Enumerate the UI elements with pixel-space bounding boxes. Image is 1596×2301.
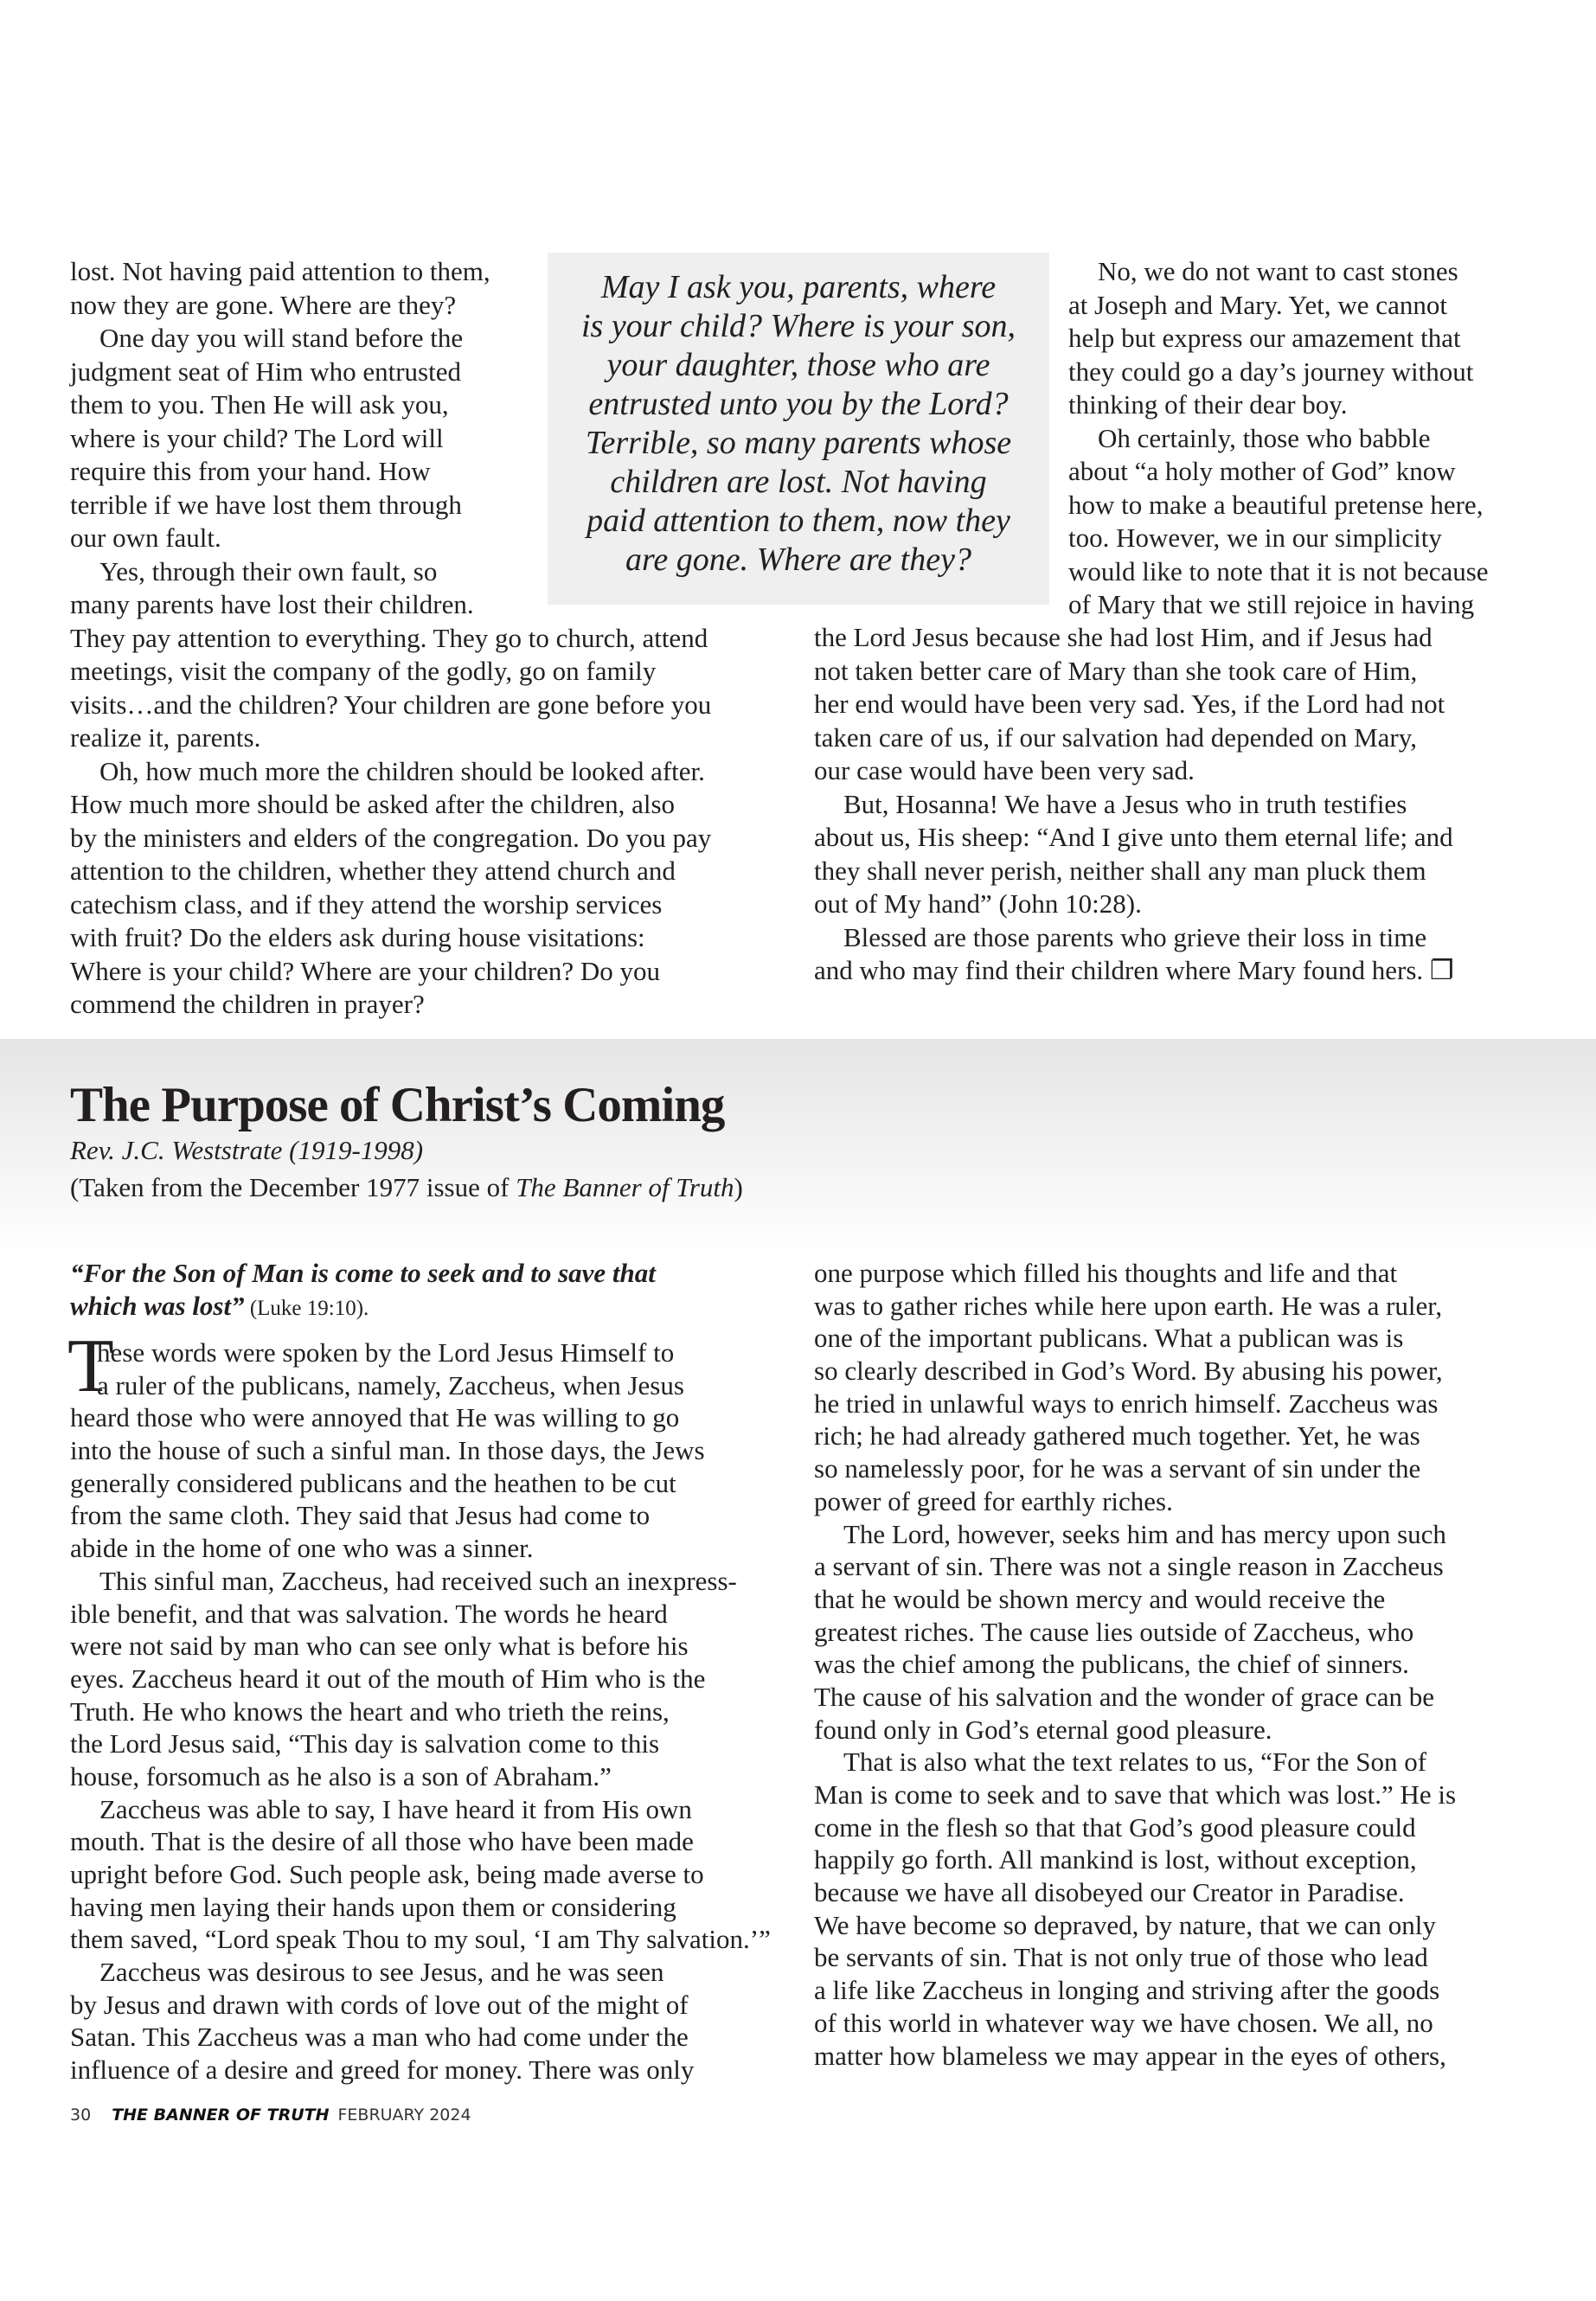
- text-line: that he would be shown mercy and would receive the: [814, 1583, 1386, 1614]
- text-line: because we have all disobeyed our Creator in Paradise.: [814, 1877, 1405, 1908]
- text-line: influence of a desire and greed for money. There was only: [70, 2054, 695, 2086]
- pull-quote: [548, 253, 1049, 605]
- article-author: Rev. J.C. Weststrate (1919-1998): [70, 1135, 424, 1165]
- text-line: they could go a day’s journey without: [1068, 356, 1474, 387]
- text-line: one purpose which filled his thoughts and life and that: [814, 1258, 1398, 1288]
- text-line: judgment seat of Him who entrusted: [70, 356, 461, 387]
- pull-quote-line: paid attention to them, now they: [586, 503, 1010, 539]
- text-line: the Lord Jesus said, “This day is salvation come to this: [70, 1728, 660, 1759]
- text-line: mouth. That is the desire of all those who have been made: [70, 1826, 694, 1857]
- text-line: with fruit? Do the elders ask during house visitations:: [70, 922, 645, 952]
- text-line: Oh certainly, those who babble: [1098, 422, 1431, 453]
- text-line: greatest riches. The cause lies outside of Zaccheus, who: [814, 1616, 1414, 1647]
- text-line: out of My hand” (John 10:28).: [814, 888, 1142, 919]
- text-line: That is also what the text relates to us, “For the Son of: [843, 1747, 1427, 1778]
- text-line: of Mary that we still rejoice in having: [1068, 589, 1475, 619]
- text-line: Truth. He who knows the heart and who trieth the reins,: [70, 1695, 670, 1727]
- text-line: But, Hosanna! We have a Jesus who in truth testifies: [843, 788, 1407, 819]
- text-line: of this world in whatever way we have chosen. We all, no: [814, 2007, 1433, 2038]
- text-line: The cause of his salvation and the wonder of grace can be: [814, 1681, 1435, 1712]
- text-line: a servant of sin. There was not a single reason in Zaccheus: [814, 1551, 1444, 1582]
- text-line: Zaccheus was desirous to see Jesus, and he was seen: [99, 1957, 664, 1988]
- text-line: many parents have lost their children.: [70, 589, 474, 619]
- article1-right-column-bottom: [814, 621, 1454, 988]
- text-line: One day you will stand before the: [99, 323, 464, 353]
- text-line: How much more should be asked after the children, also: [70, 789, 676, 819]
- text-line: they shall never perish, neither shall any man pluck them: [814, 855, 1426, 886]
- text-line: one of the important publicans. What a publican was is: [814, 1323, 1404, 1354]
- text-line: where is your child? The Lord will: [70, 422, 444, 453]
- text-line: Oh, how much more the children should be looked after.: [99, 755, 705, 786]
- text-line: our case would have been very sad.: [814, 755, 1195, 785]
- text-line: about “a holy mother of God” know: [1068, 456, 1456, 486]
- text-line: Satan. This Zaccheus was a man who had come under the: [70, 2022, 689, 2053]
- text-line: taken care of us, if our salvation had depended on Mary,: [814, 721, 1417, 753]
- text-line: and who may find their children where Mary found hers. ❐: [814, 955, 1454, 985]
- text-line: generally considered publicans and the heathen to be cut: [70, 1467, 676, 1498]
- text-line: from the same cloth. They said that Jesus had come to: [70, 1500, 651, 1531]
- text-line: They pay attention to everything. They go to church, attend: [70, 622, 708, 653]
- article1-right-column-top: [1068, 255, 1489, 622]
- text-line: abide in the home of one who was a sinner.: [70, 1533, 534, 1564]
- text-line: eyes. Zaccheus heard it out of the mouth of Him who is the: [70, 1663, 706, 1694]
- verse-reference: (Luke 19:10).: [244, 1296, 369, 1320]
- text-line: about us, His sheep: “And I give unto them eternal life; and: [814, 822, 1453, 852]
- text-line: by Jesus and drawn with cords of love out of the might of: [70, 1989, 689, 2020]
- text-line: attention to the children, whether they attend church and: [70, 856, 676, 886]
- pull-quote-line: entrusted unto you by the Lord?: [588, 386, 1009, 422]
- text-line: upright before God. Such people ask, being made averse to: [70, 1859, 704, 1889]
- pull-quote-line: are gone. Where are they?: [625, 542, 971, 578]
- text-line: Zaccheus was able to say, I have heard it from His own: [99, 1793, 692, 1824]
- text-line: heard those who were annoyed that He was willing to go: [70, 1402, 680, 1433]
- text-line: Man is come to seek and to save that which was lost.” He is: [814, 1779, 1457, 1810]
- text-line: her end would have been very sad. Yes, if the Lord had not: [814, 689, 1445, 719]
- issue-date: FEBRUARY 2024: [337, 2106, 471, 2125]
- text-line: ible benefit, and that was salvation. The words he heard: [70, 1598, 668, 1629]
- text-line: We have become so depraved, by nature, that we can only: [814, 1909, 1436, 1940]
- text-line: a ruler of the publicans, namely, Zaccheus, when Jesus: [97, 1369, 684, 1400]
- text-line: happily go forth. All mankind is lost, without exception,: [814, 1844, 1417, 1875]
- text-line: power of greed for earthly riches.: [814, 1485, 1173, 1516]
- publication-name: THE BANNER OF TRUTH: [112, 2106, 330, 2125]
- text-line: hese words were spoken by the Lord Jesus Himself to: [97, 1337, 675, 1368]
- pull-quote-line: May I ask you, parents, where: [600, 269, 997, 305]
- text-line: now they are gone. Where are they?: [70, 289, 457, 320]
- text-line: at Joseph and Mary. Yet, we cannot: [1068, 289, 1447, 320]
- text-line: would like to note that it is not because: [1068, 555, 1489, 586]
- text-line: matter how blameless we may appear in the eyes of others,: [814, 2040, 1446, 2071]
- text-line: he tried in unlawful ways to enrich himself. Zaccheus was: [814, 1388, 1439, 1419]
- text-line: not taken better care of Mary than she took care of Him,: [814, 655, 1418, 686]
- text-line: This sinful man, Zaccheus, had received such an inexpress-: [99, 1565, 737, 1596]
- pull-quote-line: your daughter, those who are: [606, 347, 990, 383]
- text-line: a life like Zaccheus in longing and striving after the goods: [814, 1975, 1440, 2006]
- text-line: commend the children in prayer?: [70, 989, 425, 1019]
- article-source: [70, 1172, 743, 1203]
- verse-line: which was lost”: [70, 1290, 245, 1321]
- text-line: help but express our amazement that: [1068, 323, 1461, 353]
- text-line: house, forsomuch as he also is a son of Abraham.”: [70, 1760, 612, 1791]
- pull-quote-line: is your child? Where is your son,: [580, 308, 1016, 344]
- text-line: catechism class, and if they attend the worship services: [70, 888, 663, 920]
- text-line: require this from your hand. How: [70, 456, 431, 486]
- source-title: The Banner of Truth: [516, 1172, 734, 1202]
- text-line: lost. Not having paid attention to them,: [70, 256, 490, 286]
- text-line: meetings, visit the company of the godly, go on family: [70, 656, 657, 686]
- page-footer: [70, 2106, 471, 2125]
- text-line: The Lord, however, seeks him and has mercy upon such: [843, 1518, 1446, 1549]
- text-line: so clearly described in God’s Word. By abusing his power,: [814, 1356, 1443, 1387]
- article2-left-column: [70, 1336, 771, 2086]
- text-line: rich; he had already gathered much together. Yet, he was: [814, 1420, 1420, 1452]
- verse-line: “For the Son of Man is come to seek and to save that: [70, 1258, 656, 1288]
- text-line: Blessed are those parents who grieve their loss in time: [843, 921, 1427, 952]
- drop-cap: T: [67, 1324, 114, 1408]
- text-line: terrible if we have lost them through: [70, 489, 462, 520]
- text-line: Where is your child? Where are your children? Do you: [70, 955, 661, 986]
- text-line: realize it, parents.: [70, 722, 261, 753]
- text-line: was the chief among the publicans, the chief of sinners.: [814, 1649, 1409, 1680]
- text-line: them saved, “Lord speak Thou to my soul, ‘I am Thy salvation.’”: [70, 1924, 771, 1955]
- text-line: by the ministers and elders of the congregation. Do you pay: [70, 822, 712, 853]
- text-line: Yes, through their own fault, so: [99, 555, 438, 586]
- text-line: our own fault.: [70, 522, 221, 553]
- text-line: thinking of their dear boy.: [1068, 389, 1348, 420]
- epigraph-verse: [70, 1257, 656, 1324]
- text-line: visits…and the children? Your children are gone before you: [70, 689, 712, 720]
- pull-quote-line: Terrible, so many parents whose: [585, 425, 1012, 461]
- page-number: 30: [70, 2106, 92, 2125]
- text-line: No, we do not want to cast stones: [1098, 256, 1458, 286]
- article-title: The Purpose of Christ’s Coming: [70, 1078, 725, 1132]
- text-line: so namelessly poor, for he was a servant of sin under the: [814, 1453, 1421, 1484]
- text-line: them to you. Then He will ask you,: [70, 389, 449, 420]
- text-line: be servants of sin. That is not only true of those who lead: [814, 1942, 1428, 1973]
- text-line: into the house of such a sinful man. In those days, the Jews: [70, 1435, 705, 1466]
- text-line: having men laying their hands upon them or considering: [70, 1891, 676, 1922]
- text-line: too. However, we in our simplicity: [1068, 522, 1442, 553]
- text-line: was to gather riches while here upon earth. He was a ruler,: [814, 1290, 1443, 1321]
- text-line: come in the flesh so that that God’s good pleasure could: [814, 1811, 1416, 1843]
- text-line: how to make a beautiful pretense here,: [1068, 489, 1484, 520]
- source-prefix: (Taken from the December 1977 issue of: [70, 1172, 516, 1202]
- source-suffix: ): [734, 1172, 743, 1202]
- text-line: were not said by man who can see only what is before his: [70, 1631, 689, 1662]
- article2-right-column: [814, 1257, 1456, 2072]
- text-line: the Lord Jesus because she had lost Him, and if Jesus had: [814, 622, 1433, 652]
- pull-quote-line: children are lost. Not having: [610, 464, 987, 500]
- text-line: found only in God’s eternal good pleasure.: [814, 1714, 1272, 1745]
